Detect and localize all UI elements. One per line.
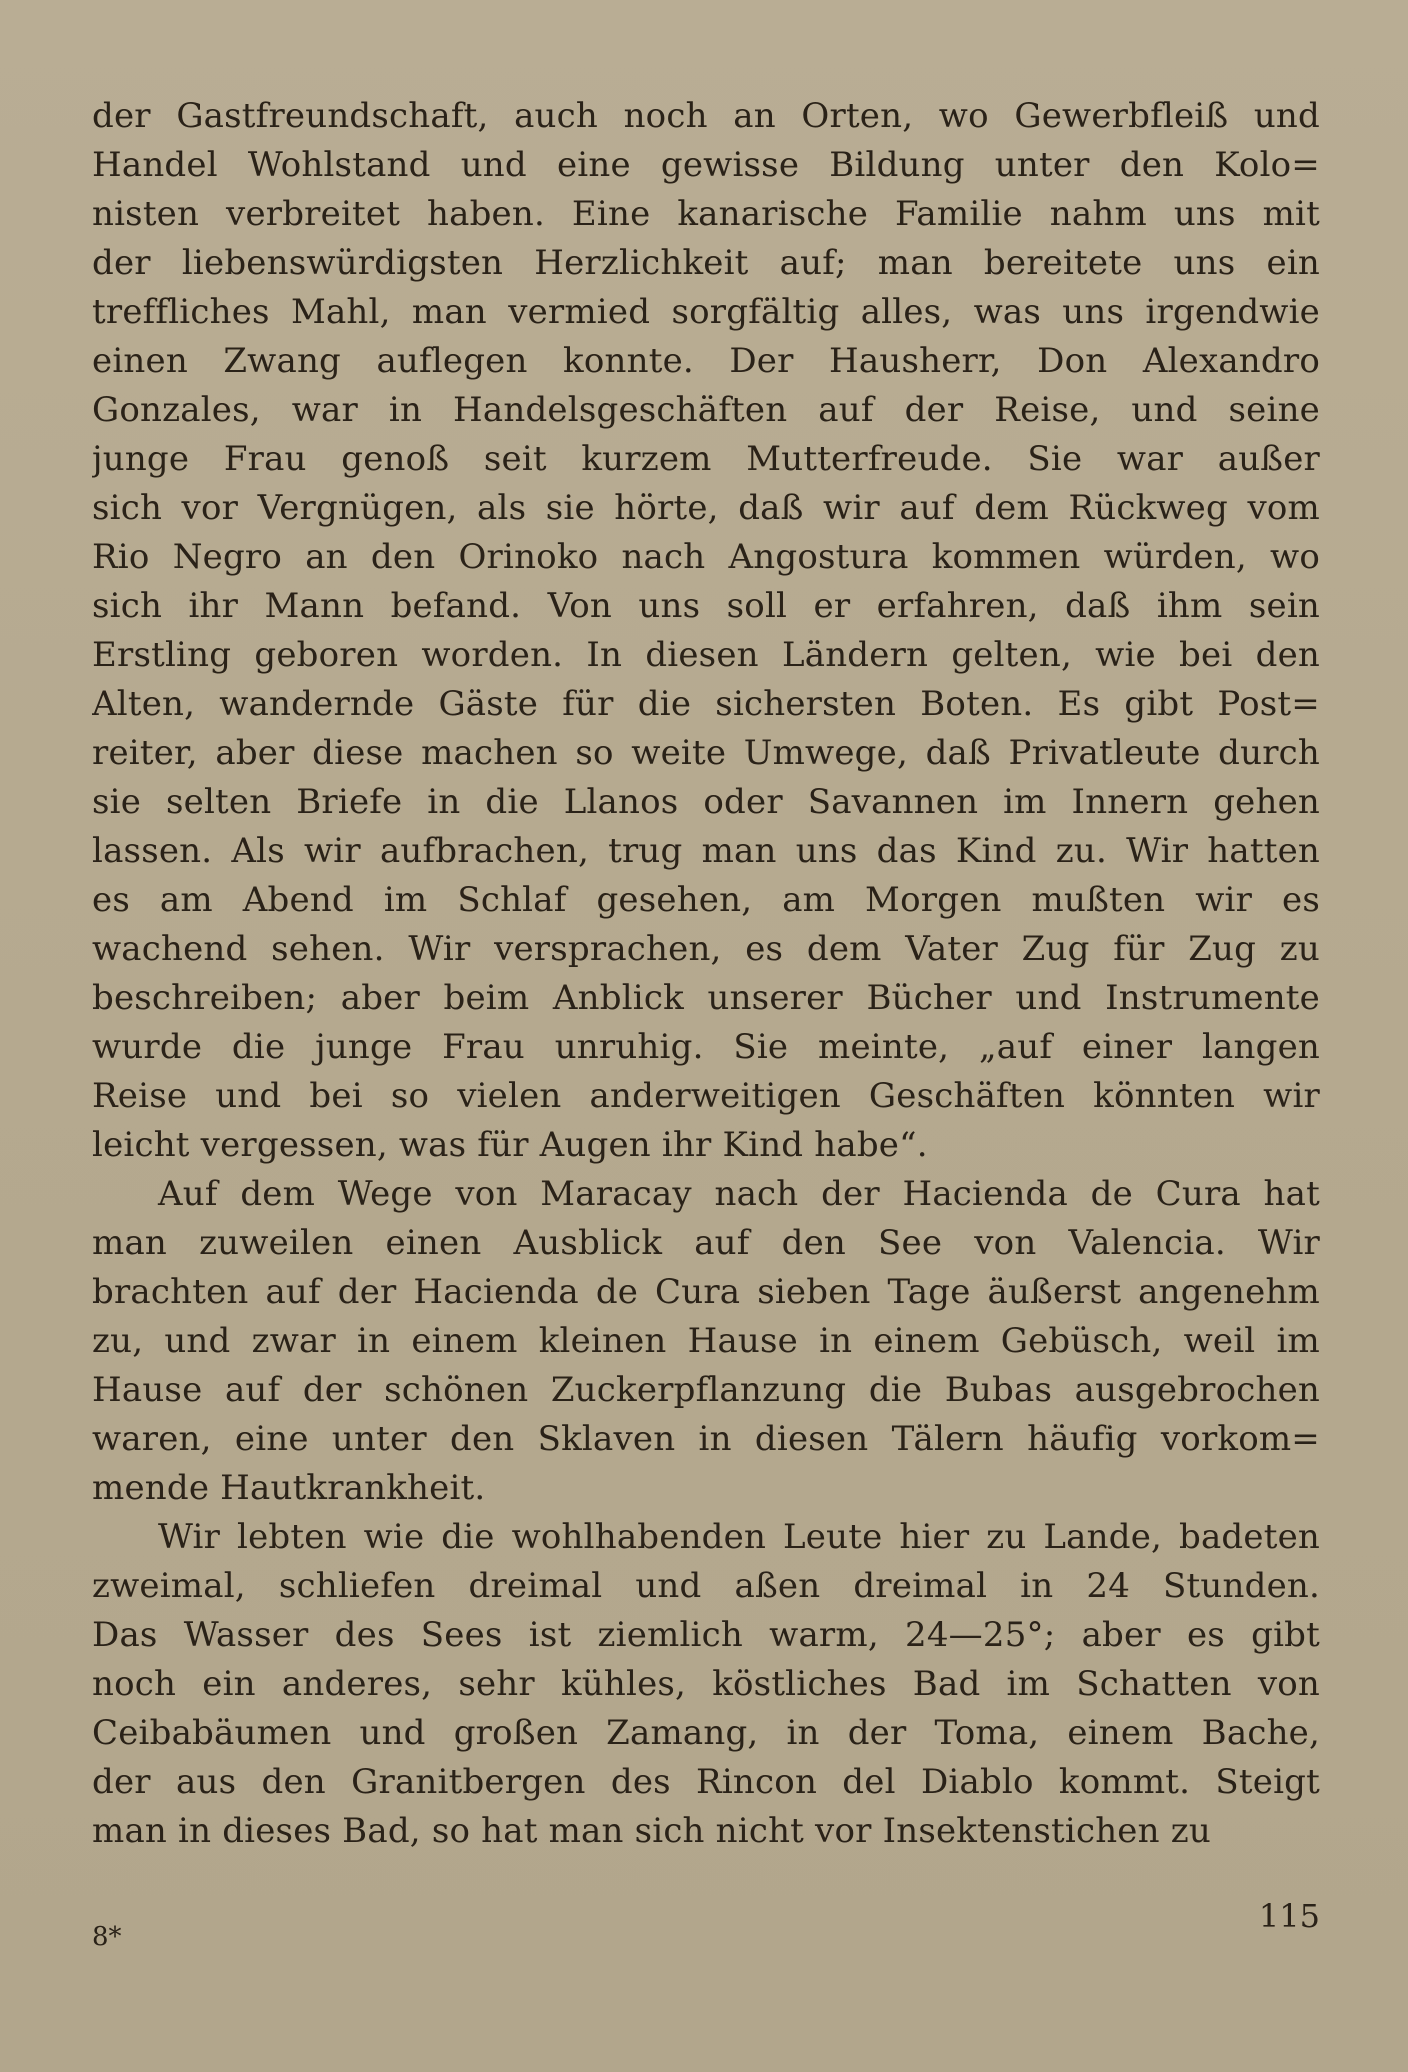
text-line: Alten, wandernde Gäste für die sichersten Boten. Es gibt Post= [92, 684, 1320, 724]
text-line: brachten auf der Hacienda de Cura sieben Tage äußerst angenehm [92, 1272, 1320, 1312]
text-line: man in dieses Bad, so hat man sich nicht vor Insektenstichen zu [92, 1811, 1211, 1851]
text-line: Reise und bei so vielen anderweitigen Geschäften könnten wir [92, 1076, 1320, 1116]
page-number: 115 [1258, 1897, 1320, 1935]
text-line: Handel Wohlstand und eine gewisse Bildung unter den Kolo= [92, 145, 1320, 185]
text-line: junge Frau genoß seit kurzem Mutterfreude. Sie war außer [92, 439, 1320, 479]
text-line: zu, und zwar in einem kleinen Hause in einem Gebüsch, weil im [92, 1321, 1320, 1361]
text-line: sich vor Vergnügen, als sie hörte, daß wir auf dem Rückweg vom [92, 488, 1320, 528]
text-line: Hause auf der schönen Zuckerpflanzung die Bubas ausgebrochen [92, 1370, 1320, 1410]
text-line: zweimal, schliefen dreimal und aßen dreimal in 24 Stunden. [92, 1566, 1320, 1606]
text-line: es am Abend im Schlaf gesehen, am Morgen mußten wir es [92, 880, 1320, 920]
body-text [92, 92, 1320, 1856]
paragraph [92, 1513, 1320, 1856]
text-line: nisten verbreitet haben. Eine kanarische Familie nahm uns mit [92, 194, 1320, 234]
text-line: waren, eine unter den Sklaven in diesen Tälern häufig vorkom= [92, 1419, 1320, 1459]
text-line: sie selten Briefe in die Llanos oder Savannen im Innern gehen [92, 782, 1320, 822]
paragraph [92, 92, 1320, 1170]
text-line: wachend sehen. Wir versprachen, es dem Vater Zug für Zug zu [92, 929, 1320, 969]
text-line: Wir lebten wie die wohlhabenden Leute hier zu Lande, badeten [158, 1517, 1320, 1557]
text-line: noch ein anderes, sehr kühles, köstliches Bad im Schatten von [92, 1664, 1320, 1704]
text-line: wurde die junge Frau unruhig. Sie meinte, „auf einer langen [92, 1027, 1320, 1067]
text-line: Gonzales, war in Handelsgeschäften auf der Reise, und seine [92, 390, 1320, 430]
text-line: beschreiben; aber beim Anblick unserer Bücher und Instrumente [92, 978, 1320, 1018]
text-line: Erstling geboren worden. In diesen Ländern gelten, wie bei den [92, 635, 1320, 675]
text-line: Auf dem Wege von Maracay nach der Hacienda de Cura hat [158, 1174, 1320, 1214]
text-line: man zuweilen einen Ausblick auf den See von Valencia. Wir [92, 1223, 1320, 1263]
text-line: Rio Negro an den Orinoko nach Angostura kommen würden, wo [92, 537, 1320, 577]
text-line: Das Wasser des Sees ist ziemlich warm, 24—25°; aber es gibt [92, 1615, 1320, 1655]
text-line: sich ihr Mann befand. Von uns soll er erfahren, daß ihm sein [92, 586, 1320, 626]
text-line: der aus den Granitbergen des Rincon del Diablo kommt. Steigt [92, 1762, 1320, 1802]
text-line: Ceibabäumen und großen Zamang, in der Toma, einem Bache, [92, 1713, 1320, 1753]
paragraph [92, 1170, 1320, 1513]
signature-mark: 8* [92, 1922, 122, 1952]
text-line: einen Zwang auflegen konnte. Der Hausherr, Don Alexandro [92, 341, 1320, 381]
text-line: treffliches Mahl, man vermied sorgfältig alles, was uns irgendwie [92, 292, 1320, 332]
text-line: mende Hautkrankheit. [92, 1468, 486, 1508]
text-line: leicht vergessen, was für Augen ihr Kind habe“. [92, 1125, 928, 1165]
text-line: reiter, aber diese machen so weite Umwege, daß Privatleute durch [92, 733, 1320, 773]
text-line: der Gastfreundschaft, auch noch an Orten, wo Gewerbfleiß und [92, 96, 1320, 136]
text-line: der liebenswürdigsten Herzlichkeit auf; man bereitete uns ein [92, 243, 1320, 283]
text-line: lassen. Als wir aufbrachen, trug man uns das Kind zu. Wir hatten [92, 831, 1320, 871]
